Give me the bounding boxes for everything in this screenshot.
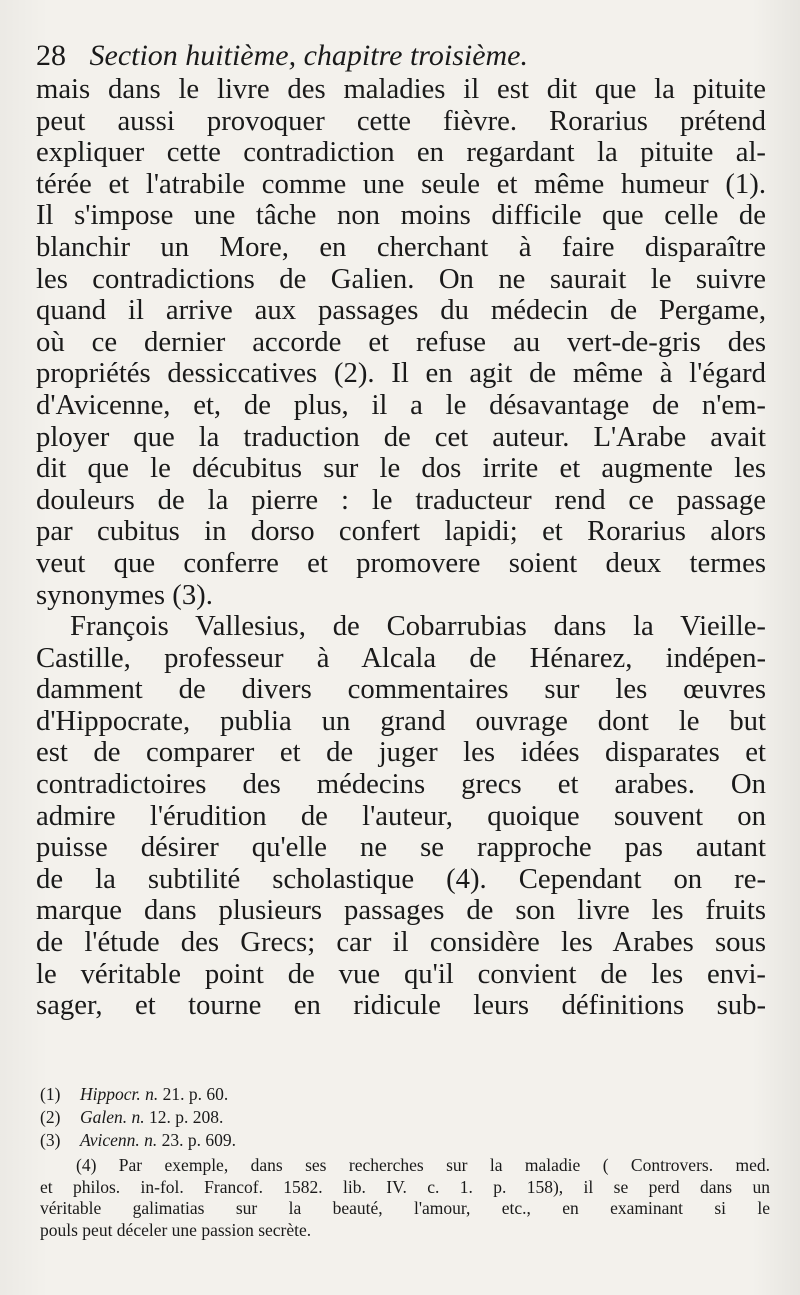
footnote-number: (3)	[40, 1130, 61, 1150]
text-line: d'Hippocrate, publia un grand ouvrage dont le but	[36, 704, 766, 737]
footnote-number: (1)	[40, 1084, 61, 1104]
text-line: ployer que la traduction de cet auteur. L'Arabe avait	[36, 420, 766, 453]
text-line: expliquer cette contradiction en regardant la pituite al-	[36, 136, 766, 169]
footnote-line: (4) Par exemple, dans ses recherches sur la maladie ( Controvers. med.	[76, 1155, 770, 1175]
text-line: est de comparer et de juger les idées disparates et	[36, 736, 766, 769]
footnote-1	[40, 1084, 770, 1107]
footnote-text: 23. p. 609.	[157, 1130, 237, 1150]
footnote-text: 21. p. 60.	[158, 1084, 229, 1104]
text-line: quand il arrive aux passages du médecin de Pergame,	[36, 294, 766, 327]
text-line: veut que conferre et promovere soient deux termes	[36, 546, 766, 579]
text-line: marque dans plusieurs passages de son livre les fruits	[36, 894, 766, 927]
text-line: puisse désirer qu'elle ne se rapproche pas autant	[36, 831, 766, 864]
text-line: synonymes (3).	[36, 578, 213, 611]
page-number: 28	[36, 39, 66, 72]
main-text	[36, 74, 766, 1022]
text-line: térée et l'atrabile comme une seule et même humeur (1).	[36, 167, 766, 200]
text-line: damment de divers commentaires sur les œuvres	[36, 673, 766, 706]
footnote-text: 12. p. 208.	[144, 1107, 224, 1127]
footnote-number: (2)	[40, 1107, 61, 1127]
text-line: admire l'érudition de l'auteur, quoique souvent on	[36, 799, 766, 832]
text-line: Il s'impose une tâche non moins difficile que celle de	[36, 199, 766, 232]
text-line: blanchir un More, en cherchant à faire disparaître	[36, 230, 766, 263]
footnote-reference: Avicenn. n.	[80, 1130, 158, 1150]
running-title: Section huitième, chapitre troisième.	[89, 39, 529, 72]
page-header	[36, 38, 776, 74]
footnote-reference: Galen. n.	[80, 1107, 145, 1127]
text-line: douleurs de la pierre : le traducteur rend ce passage	[36, 483, 766, 516]
footnote-2	[40, 1107, 770, 1130]
footnote-line: véritable galimatias sur la beauté, l'amour, etc., en examinant si le	[40, 1198, 770, 1218]
footnote-4	[40, 1155, 770, 1241]
footnotes	[40, 1084, 770, 1241]
text-line: de l'étude des Grecs; car il considère les Arabes sous	[36, 926, 766, 959]
text-line: Castille, professeur à Alcala de Hénarez, indépen-	[36, 641, 766, 674]
text-line: François Vallesius, de Cobarrubias dans la Vieille-	[70, 610, 766, 643]
text-line: dit que le décubitus sur le dos irrite et augmente les	[36, 452, 766, 485]
text-line: contradictoires des médecins grecs et arabes. On	[36, 768, 766, 801]
text-line: de la subtilité scholastique (4). Cependant on re-	[36, 862, 766, 895]
text-line: le véritable point de vue qu'il convient de les envi-	[36, 957, 766, 990]
text-line: d'Avicenne, et, de plus, il a le désavantage de n'em-	[36, 388, 766, 421]
text-line: propriétés dessiccatives (2). Il en agit de même à l'égard	[36, 357, 766, 390]
text-line: où ce dernier accorde et refuse au vert-de-gris des	[36, 325, 766, 358]
footnote-3	[40, 1130, 770, 1153]
text-line: par cubitus in dorso confert lapidi; et Rorarius alors	[36, 515, 766, 548]
text-line: peut aussi provoquer cette fièvre. Rorarius prétend	[36, 104, 766, 137]
footnote-reference: Hippocr. n.	[80, 1084, 159, 1104]
footnote-line: pouls peut déceler une passion secrète.	[40, 1219, 312, 1240]
text-line: sager, et tourne en ridicule leurs définitions sub-	[36, 989, 766, 1022]
footnote-line: et philos. in-fol. Francof. 1582. lib. IV. c. 1. p. 158), il se perd dans un	[40, 1176, 770, 1197]
text-line: les contradictions de Galien. On ne saurait le suivre	[36, 262, 766, 295]
text-line: mais dans le livre des maladies il est dit que la pituite	[36, 73, 766, 105]
